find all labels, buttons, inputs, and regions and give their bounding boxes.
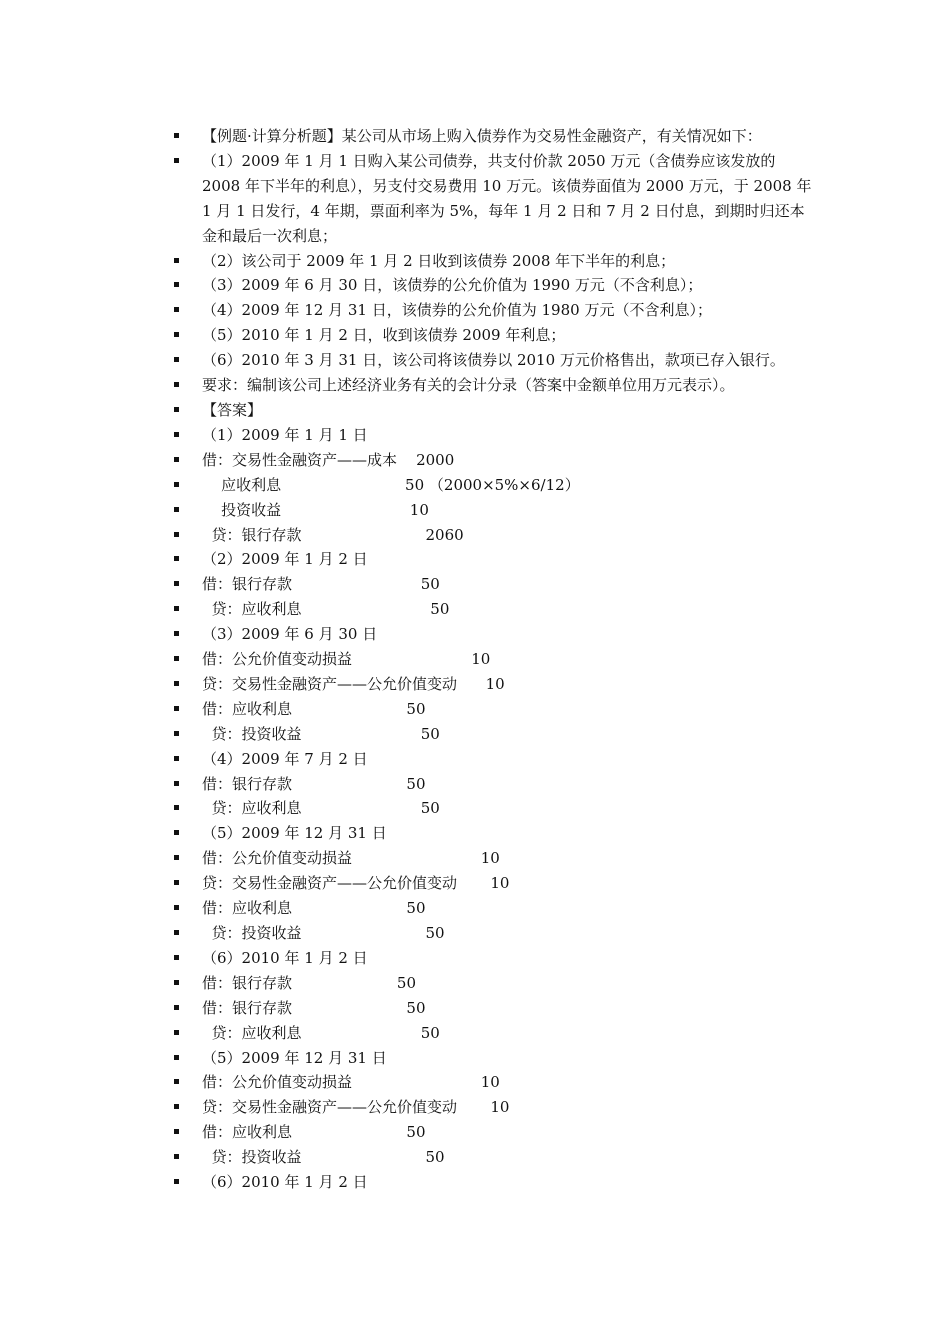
line-text: （1）2009 年 1 月 1 日 bbox=[202, 425, 368, 444]
list-item bbox=[174, 348, 814, 373]
line-text: 贷：交易性金融资产——公允价值变动 10 bbox=[202, 1098, 510, 1117]
line-text: 借：应收利息 50 bbox=[202, 699, 426, 718]
line-text: 贷：交易性金融资产——公允价值变动 10 bbox=[202, 674, 505, 693]
line-text: 投资收益 10 bbox=[202, 500, 429, 519]
line-text: 借：公允价值变动损益 10 bbox=[202, 1073, 500, 1092]
list-item bbox=[174, 622, 814, 647]
line-text: 贷：应收利息 50 bbox=[202, 799, 440, 818]
line-text: （3）2009 年 6 月 30 日，该债券的公允价值为 1990 万元（不含利息）； bbox=[202, 276, 703, 295]
list-item bbox=[174, 921, 814, 946]
line-text: （2）2009 年 1 月 2 日 bbox=[202, 550, 368, 569]
line-text: （3）2009 年 6 月 30 日 bbox=[202, 625, 378, 644]
line-text: （5）2009 年 12 月 31 日 bbox=[202, 1048, 387, 1067]
line-text: 借：银行存款 50 bbox=[202, 774, 426, 793]
line-text: （5）2010 年 1 月 2 日，收到该债券 2009 年利息； bbox=[202, 326, 566, 345]
list-item bbox=[174, 796, 814, 821]
list-item bbox=[174, 672, 814, 697]
line-text: 借：公允价值变动损益 10 bbox=[202, 849, 500, 868]
list-item bbox=[174, 971, 814, 996]
line-text: （6）2010 年 1 月 2 日 bbox=[202, 1173, 368, 1192]
list-item bbox=[174, 149, 817, 249]
line-text: （6）2010 年 3 月 31 日，该公司将该债券以 2010 万元价格售出，款项已存入银行。 bbox=[202, 351, 785, 370]
list-item bbox=[174, 772, 814, 797]
list-item bbox=[174, 647, 814, 672]
list-item bbox=[174, 398, 814, 423]
line-text: 借：交易性金融资产——成本 2000 bbox=[202, 450, 455, 469]
list-item bbox=[174, 946, 814, 971]
list-item bbox=[174, 1120, 814, 1145]
line-text: （1）2009 年 1 月 1 日购入某公司债券，共支付价款 2050 万元（含债券应该发放的 2008 年下半年的利息），另支付交易费用 10 万元。该债券面值为 2000 万元，于 2008 年 1 月 1 日发行，4 年期，票面利率为 5%，每年 1 月 2 日和 7 月 2 日付息，到期时归还本金和最后一次利息； bbox=[202, 151, 817, 245]
line-text: 借：银行存款 50 bbox=[202, 973, 416, 992]
line-text: 贷：银行存款 2060 bbox=[202, 525, 464, 544]
line-text: （4）2009 年 12 月 31 日，该债券的公允价值为 1980 万元（不含利息）； bbox=[202, 301, 712, 320]
list-item bbox=[174, 697, 814, 722]
line-text: 贷：应收利息 50 bbox=[202, 600, 450, 619]
list-item bbox=[174, 473, 814, 498]
line-text: 贷：投资收益 50 bbox=[202, 924, 445, 942]
list-item bbox=[174, 572, 814, 597]
list-item bbox=[174, 448, 814, 473]
list-item bbox=[174, 1145, 814, 1170]
list-item bbox=[174, 523, 814, 548]
line-text: 【答案】 bbox=[202, 400, 263, 419]
list-item bbox=[174, 1021, 814, 1046]
line-text: 应收利息 50 （2000×5%×6/12） bbox=[202, 475, 580, 494]
list-item bbox=[174, 846, 814, 871]
line-text: 要求：编制该公司上述经济业务有关的会计分录（答案中金额单位用万元表示）。 bbox=[202, 376, 735, 395]
list-item bbox=[174, 498, 814, 523]
list-item bbox=[174, 996, 814, 1021]
line-text: 贷：应收利息 50 bbox=[202, 1023, 440, 1042]
list-item bbox=[174, 747, 814, 772]
line-text: （2）该公司于 2009 年 1 月 2 日收到该债券 2008 年下半年的利息； bbox=[202, 251, 676, 270]
list-item bbox=[174, 423, 814, 448]
list-item bbox=[174, 896, 814, 921]
line-text: 借：公允价值变动损益 10 bbox=[202, 650, 491, 669]
document-page bbox=[174, 124, 817, 1195]
line-text: 贷：投资收益 50 bbox=[202, 724, 440, 743]
list-item bbox=[174, 597, 814, 622]
list-item bbox=[174, 249, 814, 274]
line-text: （5）2009 年 12 月 31 日 bbox=[202, 824, 387, 843]
list-item bbox=[174, 124, 814, 149]
list-item bbox=[174, 298, 814, 323]
line-text: （6）2010 年 1 月 2 日 bbox=[202, 948, 368, 967]
line-text: 借：应收利息 50 bbox=[202, 1123, 426, 1142]
line-text: 借：银行存款 50 bbox=[202, 998, 426, 1017]
line-text: 贷：投资收益 50 bbox=[202, 1148, 445, 1167]
line-text: （4）2009 年 7 月 2 日 bbox=[202, 749, 368, 768]
list-item bbox=[174, 1070, 814, 1095]
line-text: 借：银行存款 50 bbox=[202, 575, 440, 594]
list-item bbox=[174, 373, 814, 398]
list-item bbox=[174, 722, 814, 747]
line-text: 贷：交易性金融资产——公允价值变动 10 bbox=[202, 874, 510, 893]
list-item bbox=[174, 1170, 814, 1195]
list-item bbox=[174, 1046, 814, 1071]
content-list bbox=[174, 124, 817, 1195]
list-item bbox=[174, 323, 814, 348]
line-text: 【例题·计算分析题】某公司从市场上购入债券作为交易性金融资产，有关情况如下： bbox=[202, 127, 762, 145]
list-item bbox=[174, 273, 814, 298]
list-item bbox=[174, 871, 814, 896]
list-item bbox=[174, 821, 814, 846]
list-item bbox=[174, 547, 814, 572]
list-item bbox=[174, 1095, 814, 1120]
line-text: 借：应收利息 50 bbox=[202, 899, 426, 918]
